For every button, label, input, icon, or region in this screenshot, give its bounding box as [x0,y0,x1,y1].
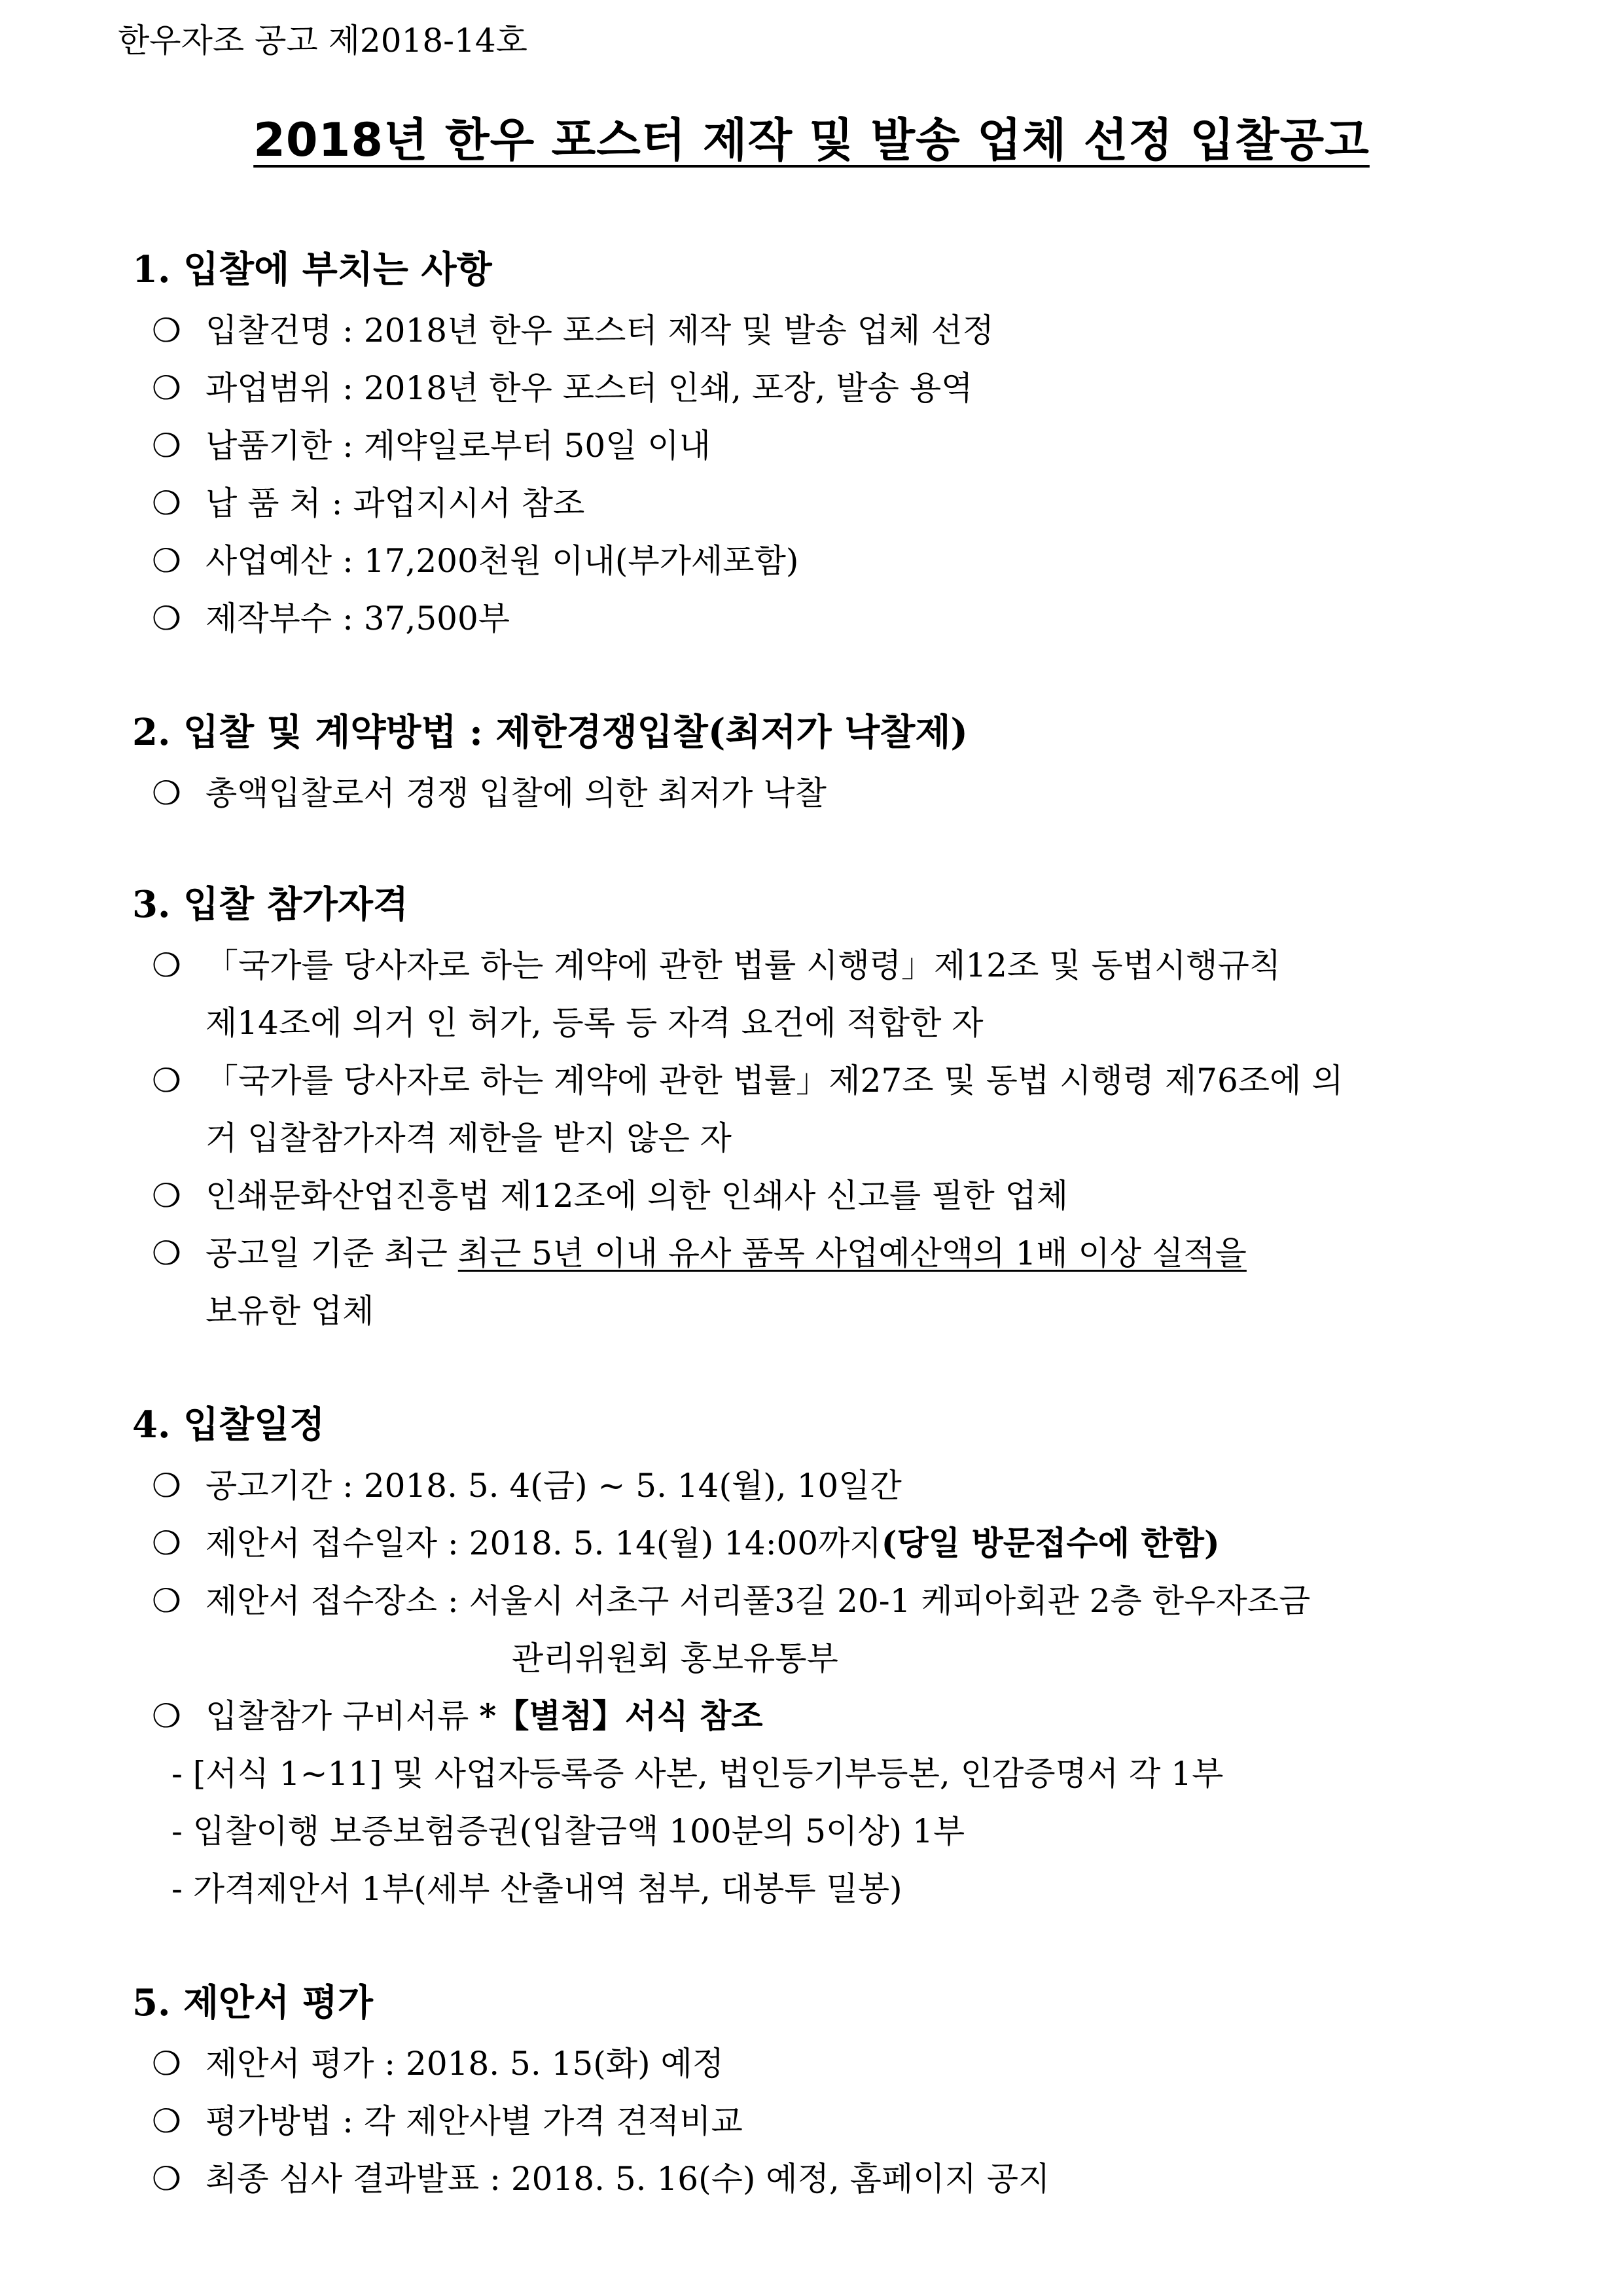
bullet-marker: ❍ [152,1467,181,1505]
section-1-item-6: ❍ 제작부수 : 37,500부 [152,600,510,637]
visit-only-note: (당일 방문접수에 한함) [881,1524,1220,1562]
bullet-marker: ❍ [152,427,181,465]
bullet-marker: ❍ [152,1582,181,1620]
section-4-item-4: ❍ 입찰참가 구비서류 *【별첨】서식 참조 [152,1696,763,1735]
document-title-text: 2018년 한우 포스터 제작 및 발송 업체 선정 입찰공고 [253,113,1370,167]
section-3-item-1-continued: 제14조에 의거 인 허가, 등록 등 자격 요건에 적합한 자 [205,1004,984,1042]
bullet-marker: ❍ [152,312,181,350]
bullet-marker: ❍ [152,946,181,984]
section-1-item-3: ❍ 납품기한 : 계약일로부터 50일 이내 [152,427,711,465]
attachment-note: *【별첨】서식 참조 [479,1696,763,1735]
section-3-item-2: ❍ 「국가를 당사자로 하는 계약에 관한 법률」제27조 및 동법 시행령 제76조에 의 [152,1062,1344,1100]
section-3-item-4: ❍ 공고일 기준 최근 최근 5년 이내 유사 품목 사업예산액의 1배 이상 실적을 [152,1234,1247,1272]
section-3-item-4-continued: 보유한 업체 [205,1292,374,1330]
section-5-item-1: ❍ 제안서 평가 : 2018. 5. 15(화) 예정 [152,2045,724,2083]
bullet-marker: ❍ [152,1524,181,1562]
required-document-2: - 입찰이행 보증보험증권(입찰금액 100분의 5이상) 1부 [171,1812,965,1850]
section-1-heading: 1. 입찰에 부치는 사항 [132,248,492,291]
section-3-item-3: ❍ 인쇄문화산업진흥법 제12조에 의한 인쇄사 신고를 필한 업체 [152,1177,1069,1215]
bullet-marker: ❍ [152,600,181,637]
section-4-item-3-continued: 관리위원회 홍보유통부 [512,1640,838,1677]
section-4-item-3: ❍ 제안서 접수장소 : 서울시 서초구 서리풀3길 20-1 케피아회관 2층 한우자조금 [152,1582,1311,1620]
bullet-marker: ❍ [152,2160,181,2198]
bullet-marker: ❍ [152,1062,181,1100]
section-3-item-1: ❍ 「국가를 당사자로 하는 계약에 관한 법률 시행령」제12조 및 동법시행규칙 [152,946,1281,984]
bullet-marker: ❍ [152,369,181,407]
underlined-requirement: 최근 5년 이내 유사 품목 사업예산액의 1배 이상 실적을 [457,1234,1247,1272]
section-4-heading: 4. 입찰일정 [132,1403,325,1446]
section-1-item-1: ❍ 입찰건명 : 2018년 한우 포스터 제작 및 발송 업체 선정 [152,312,994,350]
section-1-item-2: ❍ 과업범위 : 2018년 한우 포스터 인쇄, 포장, 발송 용역 [152,369,973,407]
section-1-item-4: ❍ 납 품 처 : 과업지시서 참조 [152,484,585,522]
section-2-heading: 2. 입찰 및 계약방법 : 제한경쟁입찰(최저가 낙찰제) [132,711,968,754]
required-document-3: - 가격제안서 1부(세부 산출내역 첨부, 대봉투 밀봉) [171,1870,902,1908]
bullet-marker: ❍ [152,1177,181,1215]
section-5-heading: 5. 제안서 평가 [132,1981,373,2024]
section-3-item-2-continued: 거 입찰참가자격 제한을 받지 않은 자 [205,1119,732,1157]
section-5-item-3: ❍ 최종 심사 결과발표 : 2018. 5. 16(수) 예정, 홈페이지 공지 [152,2160,1050,2198]
required-document-1: - [서식 1~11] 및 사업자등록증 사본, 법인등기부등본, 인감증명서 각 1부 [171,1755,1224,1793]
section-3-heading: 3. 입찰 참가자격 [132,883,409,926]
document-title [0,103,1623,170]
bullet-marker: ❍ [152,1234,181,1272]
document-number: 한우자조 공고 제2018-14호 [118,22,527,60]
bullet-marker: ❍ [152,484,181,522]
bullet-marker: ❍ [152,774,181,812]
bullet-marker: ❍ [152,2102,181,2140]
bullet-marker: ❍ [152,1697,181,1735]
bullet-marker: ❍ [152,2045,181,2083]
section-5-item-2: ❍ 평가방법 : 각 제안사별 가격 견적비교 [152,2102,743,2140]
bullet-marker: ❍ [152,542,181,580]
section-2-item-1: ❍ 총액입찰로서 경쟁 입찰에 의한 최저가 낙찰 [152,774,827,812]
section-4-item-1: ❍ 공고기간 : 2018. 5. 4(금) ~ 5. 14(월), 10일간 [152,1467,902,1505]
section-4-item-2: ❍ 제안서 접수일자 : 2018. 5. 14(월) 14:00까지(당일 방문접수에 한함) [152,1524,1220,1562]
section-1-item-5: ❍ 사업예산 : 17,200천원 이내(부가세포함) [152,542,799,580]
